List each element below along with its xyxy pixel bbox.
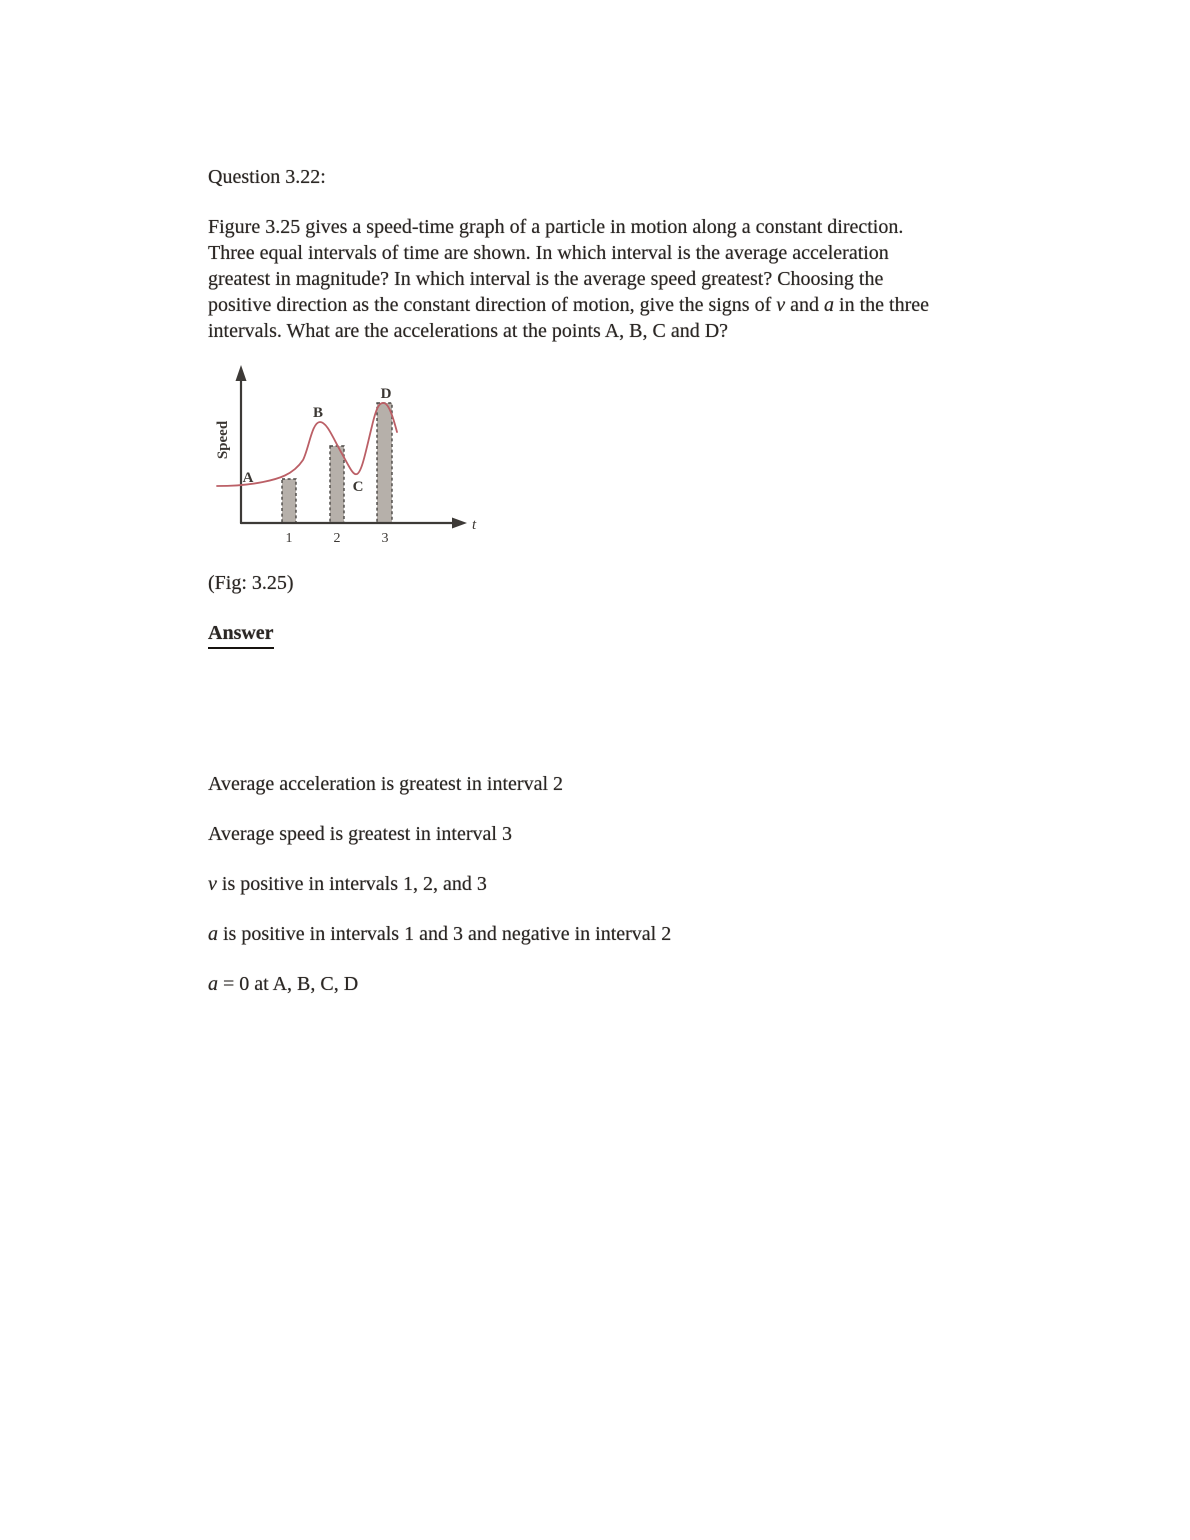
interval-bar-2 <box>330 446 344 523</box>
variable-a: a <box>208 973 218 995</box>
question-line-1: Figure 3.25 gives a speed-time graph of a particle in motion along a constant direction. <box>208 216 904 238</box>
answer-line-4-rest: is positive in intervals 1 and 3 and negative in interval 2 <box>218 923 672 945</box>
question-paragraph <box>208 214 929 344</box>
question-line-4-pre: positive direction as the constant direction of motion, give the signs of <box>208 294 777 316</box>
point-label-d: D <box>380 386 392 402</box>
answer-line-3-rest: is positive in intervals 1, 2, and 3 <box>216 873 487 895</box>
variable-a: a <box>208 923 218 945</box>
x-axis-arrow-icon <box>452 518 467 529</box>
answer-block <box>208 771 671 1021</box>
question-line-5: intervals. What are the accelerations at the points A, B, C and D? <box>208 320 729 342</box>
answer-heading: Answer <box>208 620 274 649</box>
answer-line-5 <box>208 971 671 995</box>
variable-a: a <box>824 294 835 316</box>
point-label-a: A <box>242 470 254 486</box>
interval-bar-1 <box>282 479 296 523</box>
question-title: Question 3.22: <box>208 166 326 188</box>
question-line-4-post: in the three <box>834 294 929 316</box>
tick-label-1: 1 <box>285 531 293 546</box>
graph-svg <box>203 362 488 554</box>
question-line-4 <box>208 292 929 318</box>
tick-label-2: 2 <box>333 531 341 546</box>
speed-time-graph <box>203 362 488 554</box>
answer-line-5-rest: = 0 at A, B, C, D <box>218 973 359 995</box>
tick-label-3: 3 <box>381 531 389 546</box>
question-line-2: Three equal intervals of time are shown. In which interval is the average acceleration <box>208 242 889 264</box>
interval-bar-3 <box>377 403 392 523</box>
question-line-4-mid: and <box>785 294 825 316</box>
point-label-b: B <box>312 405 324 421</box>
figure-caption: (Fig: 3.25) <box>208 572 294 594</box>
y-axis-arrow-icon <box>236 365 247 381</box>
variable-v: v <box>776 294 786 316</box>
answer-line-3 <box>208 871 671 895</box>
answer-line-4 <box>208 921 671 945</box>
variable-v: v <box>208 873 217 895</box>
answer-line-2: Average speed is greatest in interval 3 <box>208 823 512 845</box>
speed-axis-label: Speed <box>215 420 231 460</box>
answer-line-1: Average acceleration is greatest in interval 2 <box>208 773 564 795</box>
question-line-3: greatest in magnitude? In which interval is the average speed greatest? Choosing the <box>208 268 884 290</box>
point-label-c: C <box>352 479 364 495</box>
time-axis-label: t <box>472 517 477 533</box>
